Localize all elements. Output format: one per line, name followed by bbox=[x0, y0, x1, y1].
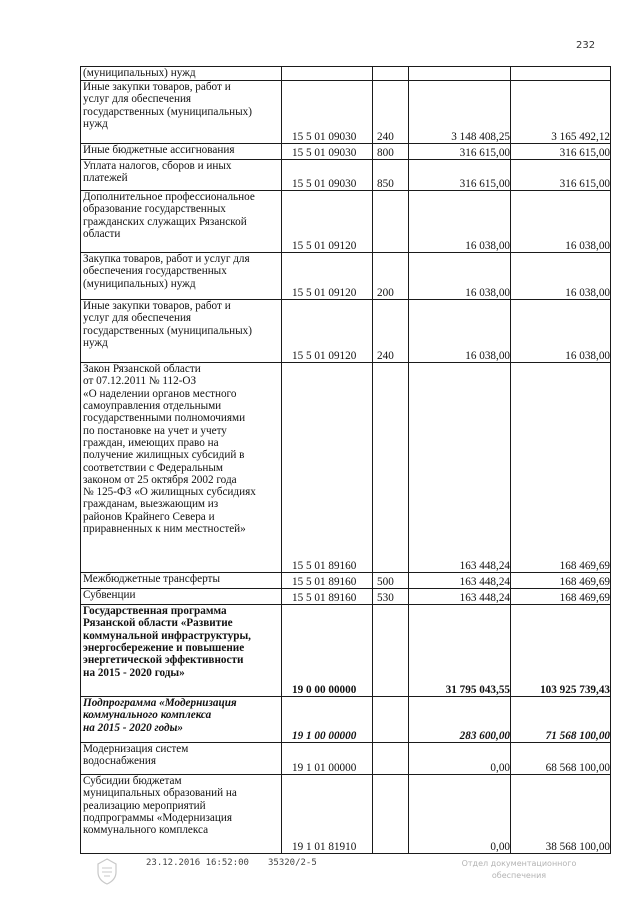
cell-sum2: 316 615,00 bbox=[511, 160, 611, 191]
table-row bbox=[81, 67, 611, 81]
cell-vr bbox=[373, 67, 409, 81]
cell-sum1: 0,00 bbox=[409, 743, 511, 775]
table-row bbox=[81, 589, 611, 605]
cell-code: 15 5 01 09030 bbox=[282, 144, 373, 160]
cell-sum1: 0,00 bbox=[409, 775, 511, 854]
table-row bbox=[81, 697, 611, 743]
cell-name: Иные бюджетные ассигнования bbox=[81, 144, 282, 160]
cell-sum1: 316 615,00 bbox=[409, 144, 511, 160]
cell-sum2: 316 615,00 bbox=[511, 144, 611, 160]
cell-code: 15 5 01 09120 bbox=[282, 191, 373, 253]
cell-sum1: 163 448,24 bbox=[409, 573, 511, 589]
cell-name: (муниципальных) нужд bbox=[81, 67, 282, 81]
cell-vr bbox=[373, 775, 409, 854]
cell-sum1: 16 038,00 bbox=[409, 191, 511, 253]
table-row bbox=[81, 363, 611, 573]
cell-code: 19 1 01 81910 bbox=[282, 775, 373, 854]
cell-sum2: 38 568 100,00 bbox=[511, 775, 611, 854]
cell-code: 15 5 01 89160 bbox=[282, 363, 373, 573]
cell-code: 15 5 01 09030 bbox=[282, 160, 373, 191]
table-row bbox=[81, 300, 611, 363]
cell-code: 19 0 00 00000 bbox=[282, 605, 373, 697]
cell-sum2: 168 469,69 bbox=[511, 589, 611, 605]
cell-code: 15 5 01 89160 bbox=[282, 573, 373, 589]
cell-sum1: 31 795 043,55 bbox=[409, 605, 511, 697]
cell-sum2: 103 925 739,43 bbox=[511, 605, 611, 697]
cell-name: Подпрограмма «Модернизация коммунального комплекса на 2015 - 2020 годы» bbox=[81, 697, 282, 743]
cell-sum2: 16 038,00 bbox=[511, 191, 611, 253]
cell-sum2: 68 568 100,00 bbox=[511, 743, 611, 775]
table-row bbox=[81, 160, 611, 191]
table-row bbox=[81, 743, 611, 775]
page-footer bbox=[0, 856, 640, 896]
footer-stamp-line2: обеспечения bbox=[491, 870, 547, 880]
footer-stamp bbox=[444, 858, 594, 881]
cell-sum1: 163 448,24 bbox=[409, 363, 511, 573]
table-row bbox=[81, 573, 611, 589]
cell-code: 15 5 01 09030 bbox=[282, 81, 373, 144]
cell-sum2: 16 038,00 bbox=[511, 253, 611, 300]
cell-code: 15 5 01 09120 bbox=[282, 253, 373, 300]
cell-sum2: 168 469,69 bbox=[511, 573, 611, 589]
cell-sum2: 168 469,69 bbox=[511, 363, 611, 573]
coat-of-arms-icon bbox=[92, 856, 122, 886]
cell-name: Закон Рязанской области от 07.12.2011 № 112-ОЗ «О наделении органов местного самоуправления отдельными государственными полномочиями по постановке на учет и учету граждан, имеющих право на получение жилищных субсидий в соответствии с Федеральным законом от 25 октября 2002 года № 125-ФЗ «О жилищных субсидиях гражданам, выезжающим из районов Крайнего Севера и приравненных к ним местностей» bbox=[81, 363, 282, 573]
table-row bbox=[81, 775, 611, 854]
cell-sum1: 283 600,00 bbox=[409, 697, 511, 743]
cell-sum1: 16 038,00 bbox=[409, 300, 511, 363]
page-number: 232 bbox=[576, 40, 596, 51]
budget-table bbox=[80, 66, 611, 854]
cell-vr bbox=[373, 363, 409, 573]
cell-vr bbox=[373, 191, 409, 253]
cell-vr: 240 bbox=[373, 300, 409, 363]
cell-vr bbox=[373, 743, 409, 775]
cell-name: Субсидии бюджетам муниципальных образований на реализацию мероприятий подпрограммы «Модернизация коммунального комплекса bbox=[81, 775, 282, 854]
cell-sum1: 3 148 408,25 bbox=[409, 81, 511, 144]
cell-vr: 530 bbox=[373, 589, 409, 605]
cell-sum1: 16 038,00 bbox=[409, 253, 511, 300]
cell-vr bbox=[373, 605, 409, 697]
footer-date: 23.12.2016 16:52:00 bbox=[146, 858, 249, 868]
footer-stamp-line1: Отдел документационного bbox=[461, 859, 577, 868]
cell-code: 15 5 01 89160 bbox=[282, 589, 373, 605]
cell-vr: 200 bbox=[373, 253, 409, 300]
table-row bbox=[81, 191, 611, 253]
cell-code: 19 1 01 00000 bbox=[282, 743, 373, 775]
cell-sum1: 316 615,00 bbox=[409, 160, 511, 191]
cell-code: 19 1 00 00000 bbox=[282, 697, 373, 743]
cell-sum2: 71 568 100,00 bbox=[511, 697, 611, 743]
table-row bbox=[81, 605, 611, 697]
cell-name: Иные закупки товаров, работ и услуг для обеспечения государственных (муниципальных) нужд bbox=[81, 81, 282, 144]
table-row bbox=[81, 144, 611, 160]
cell-name: Уплата налогов, сборов и иных платежей bbox=[81, 160, 282, 191]
cell-sum2: 16 038,00 bbox=[511, 300, 611, 363]
cell-vr: 800 bbox=[373, 144, 409, 160]
cell-name: Дополнительное профессиональное образование государственных гражданских служащих Рязанской области bbox=[81, 191, 282, 253]
cell-sum2: 3 165 492,12 bbox=[511, 81, 611, 144]
cell-name: Закупка товаров, работ и услуг для обеспечения государственных (муниципальных) нужд bbox=[81, 253, 282, 300]
cell-name: Государственная программа Рязанской области «Развитие коммунальной инфраструктуры, энергосбережение и повышение энергетической эффективности на 2015 - 2020 годы» bbox=[81, 605, 282, 697]
cell-code bbox=[282, 67, 373, 81]
table-row bbox=[81, 81, 611, 144]
cell-name: Модернизация систем водоснабжения bbox=[81, 743, 282, 775]
cell-sum1 bbox=[409, 67, 511, 81]
cell-vr: 500 bbox=[373, 573, 409, 589]
table-row bbox=[81, 253, 611, 300]
cell-vr: 240 bbox=[373, 81, 409, 144]
cell-vr bbox=[373, 697, 409, 743]
footer-doc-number: 35320/2-5 bbox=[268, 858, 317, 868]
cell-name: Субвенции bbox=[81, 589, 282, 605]
cell-sum1: 163 448,24 bbox=[409, 589, 511, 605]
cell-name: Межбюджетные трансферты bbox=[81, 573, 282, 589]
cell-name: Иные закупки товаров, работ и услуг для обеспечения государственных (муниципальных) нужд bbox=[81, 300, 282, 363]
cell-sum2 bbox=[511, 67, 611, 81]
cell-vr: 850 bbox=[373, 160, 409, 191]
cell-code: 15 5 01 09120 bbox=[282, 300, 373, 363]
